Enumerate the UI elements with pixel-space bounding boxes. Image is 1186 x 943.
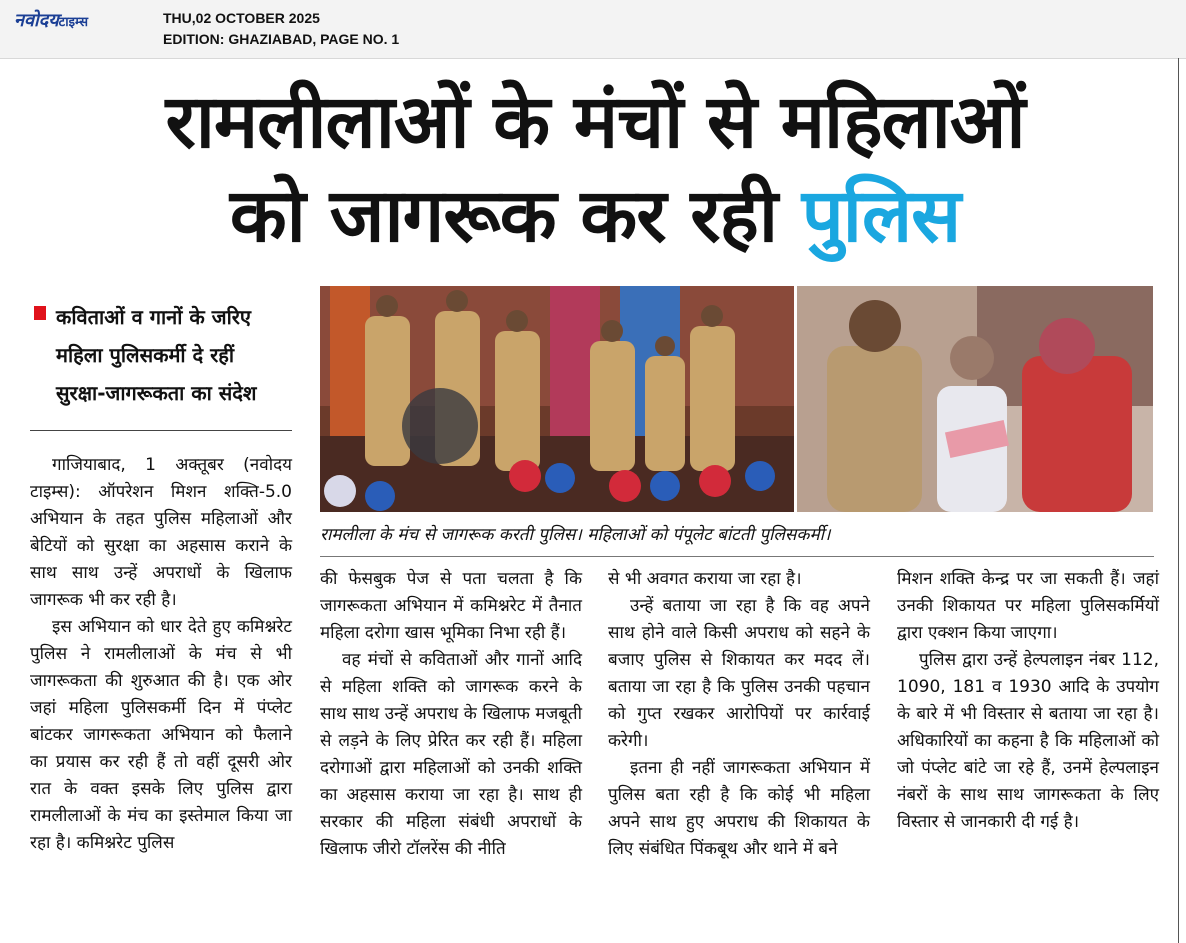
page-edge-rule	[1178, 58, 1179, 943]
paragraph: उन्हें बताया जा रहा है कि वह अपने साथ होने वाले किसी अपराध को सहने के बजाए पुलिस से शिकायत कर मदद लें। बताया जा रहा है कि पुलिस उनकी पहचान को गुप्त रखकर आरोपियों पर कार्रवाई करेगी।	[608, 596, 870, 751]
paragraph: इस अभियान को धार देते हुए कमिश्नरेट पुलिस ने रामलीलाओं के मंच से भी जागरूकता की शुरुआत की है। एक ओर जहां महिला पुलिसकर्मी दिन में पंप्लेट बांटकर जागरूकता अभियान को फैलाने का प्रयास कर रही हैं तो वहीं दूसरी ओर रात के वक्त इसके लिए पुलिस द्वारा रामलीलाओं के मंच का इस्तेमाल किया जा रहा है। कमिश्नरेट पुलिस	[30, 617, 292, 853]
deck-line3: सुरक्षा-जागरूकता का संदेश	[56, 381, 257, 405]
article-column-4	[897, 566, 1159, 836]
photo-ramlila-stage	[320, 286, 794, 512]
date-line: THU,02 OCTOBER 2025	[163, 10, 320, 26]
paragraph: गाजियाबाद, 1 अक्तूबर (नवोदय टाइम्स): ऑपरेशन मिशन शक्ति-5.0 अभियान के तहत पुलिस महिलाओं और बेटियों को सुरक्षा का अहसास कराने के साथ साथ उन्हें अपराधों के खिलाफ जागरूक भी कर रही है।	[30, 455, 292, 610]
logo-sub: टाइम्स	[58, 15, 88, 30]
paragraph: इतना ही नहीं जागरूकता अभियान में पुलिस बता रही है कि कोई भी महिला अपने साथ हुए अपराध की शिकायत के लिए संबंधित पिंकबूथ और थाने में बने	[608, 758, 870, 859]
newspaper-logo	[14, 8, 88, 32]
headline	[20, 75, 1170, 263]
headline-highlight: पुलिस	[801, 173, 961, 259]
photo-caption: रामलीला के मंच से जागरूक करती पुलिस। महिलाओं को पंपूलेट बांटती पुलिसकर्मी।	[320, 525, 831, 545]
article-column-2	[320, 566, 582, 863]
paragraph: मिशन शक्ति केन्द्र पर जा सकती हैं। जहां उनकी शिकायत पर महिला पुलिसकर्मियों द्वारा एक्शन किया जाएगा।	[897, 569, 1159, 643]
headline-line2	[20, 169, 1170, 263]
paragraph: वह मंचों से कविताओं और गानों आदि से महिला शक्ति को जागरूक करने के साथ साथ उन्हें अपराध के खिलाफ मजबूती से लड़ने के लिए प्रेरित कर रही हैं। महिला दरोगाओं द्वारा महिलाओं को उनकी शक्ति का अहसास कराया जा रहा है। साथ ही सरकार की महिला संबंधी अपराधों के खिलाफ जीरो टॉलरेंस की नीति	[320, 650, 582, 859]
deck-line1: कविताओं व गानों के जरिए	[56, 305, 251, 329]
deck-text	[56, 298, 292, 412]
deck-divider	[30, 430, 292, 431]
logo-main: नवोदय	[14, 10, 59, 31]
masthead-bar	[0, 0, 1186, 59]
paragraph: से भी अवगत कराया जा रहा है।	[608, 569, 802, 589]
edition-info	[163, 8, 399, 50]
article-column-3	[608, 566, 870, 863]
article-column-1	[30, 452, 292, 857]
deck-line2: महिला पुलिसकर्मी दे रहीं	[56, 343, 235, 367]
paragraph: पुलिस द्वारा उन्हें हेल्पलाइन नंबर 112, 1090, 181 व 1930 आदि के उपयोग के बारे में भी विस्तार से बताया जा रहा है। अधिकारियों का कहना है कि महिलाओं को जो पंप्लेट बांटे जा रहे हैं, उनमें हेल्पलाइन नंबरों के साथ साथ जागरूकता के लिए विस्तार से जानकारी दी गई है।	[897, 650, 1159, 832]
subheading-deck	[30, 298, 292, 412]
photo-pamphlet-distribution	[797, 286, 1153, 512]
caption-divider	[320, 556, 1154, 557]
red-bullet-icon	[34, 306, 46, 320]
headline-line2-text: को जागरूक कर रही	[229, 173, 777, 259]
headline-line1: रामलीलाओं के मंचों से महिलाओं	[165, 79, 1025, 165]
edition-line: EDITION: GHAZIABAD, PAGE NO. 1	[163, 31, 400, 47]
paragraph: की फेसबुक पेज से पता चलता है कि जागरूकता अभियान में कमिश्नरेट में तैनात महिला दरोगा खास भूमिका निभा रही हैं।	[320, 569, 582, 643]
